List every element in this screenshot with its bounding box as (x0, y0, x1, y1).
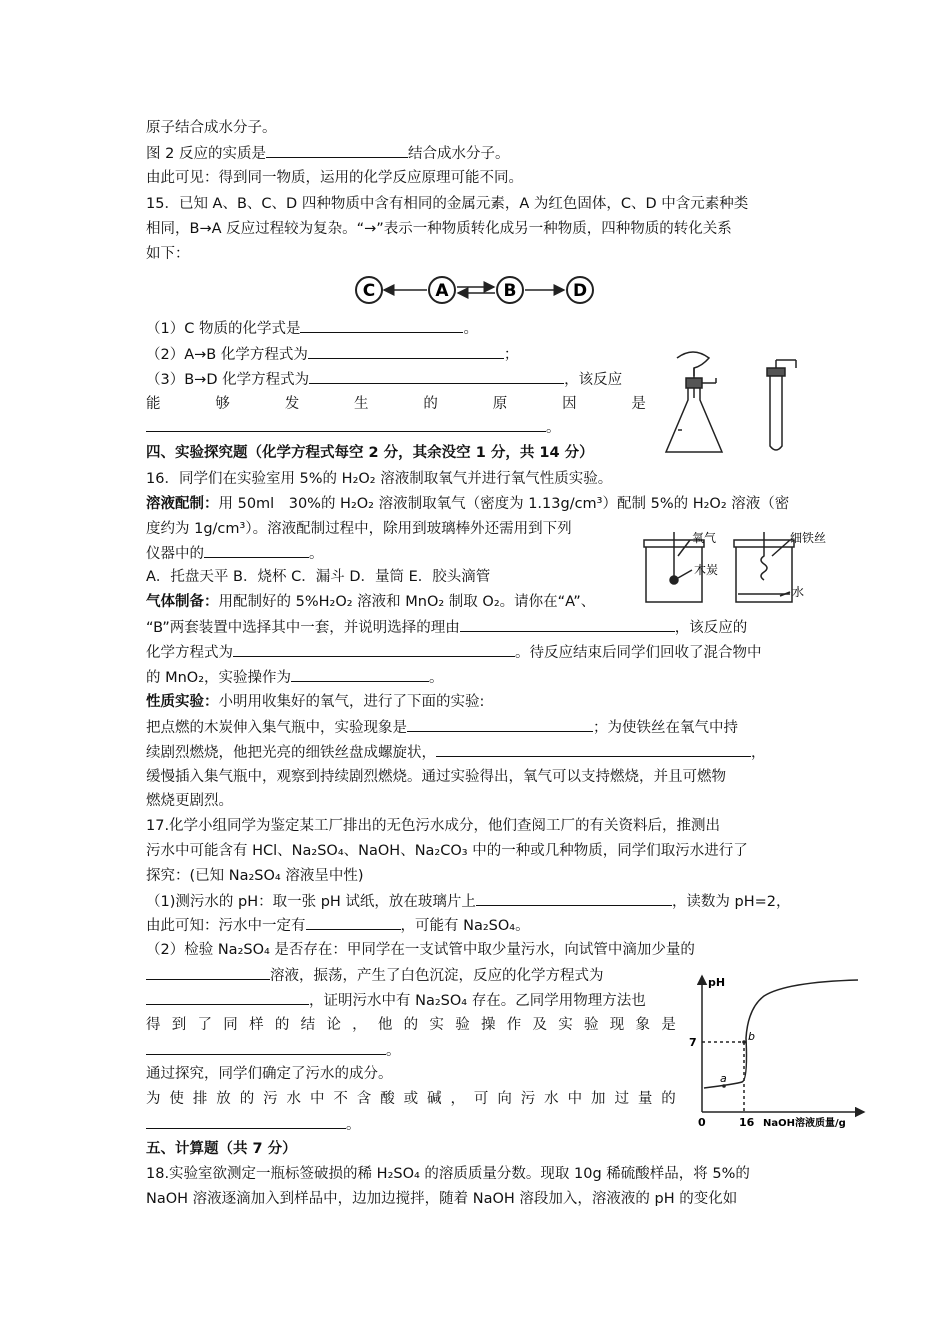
point-a-label: a (720, 1072, 727, 1085)
text-line: （3）B→D 化学方程式为 ，该反应 (146, 369, 622, 390)
answer-blank[interactable] (146, 1114, 346, 1129)
node-a-label: A (435, 281, 449, 301)
text-line: 。 (146, 1114, 361, 1135)
text-line: 燃烧更剧烈。 (146, 793, 233, 809)
text-line: 把点燃的木炭伸入集气瓶中，实验现象是 ；为使铁丝在氧气中持 (146, 717, 738, 738)
text-line: 。 (146, 417, 561, 438)
answer-blank[interactable] (291, 667, 429, 682)
node-b-label: B (503, 281, 517, 301)
text-line: 由此可知：污水中一定有 ，可能有 Na₂SO₄。 (146, 915, 530, 936)
label-water: 水 (792, 585, 805, 599)
answer-blank[interactable] (306, 915, 401, 930)
question-17: 17.化学小组同学为鉴定某工厂排出的无色污水成分，他们查阅工厂的有关资料后，推测出 (146, 818, 721, 834)
x-tick-0: 0 (698, 1116, 706, 1129)
point-b-label: b (748, 1030, 755, 1043)
text-line-justified: 为 使 排 放 的 污 水 中 不 含 酸 或 碱 ， 可 向 污 水 中 加 过 量 的 (146, 1091, 676, 1107)
text-line: 气体制备：用配制好的 5%H₂O₂ 溶液和 MnO₂ 制取 O₂。请你在“A”、 (146, 594, 596, 610)
text-line: （1）C 物质的化学式是 。 (146, 318, 478, 339)
text-line: 污水中可能含有 HCl、Na₂SO₄、NaOH、Na₂CO₃ 中的一种或几种物质，同学们取污水进行了 (146, 843, 748, 859)
y-axis-label: pH (708, 976, 726, 989)
text-line: 通过探究，同学们确定了污水的成分。 (146, 1066, 393, 1082)
answer-blank[interactable] (436, 742, 751, 757)
ph-graph (686, 968, 872, 1130)
text-line-justified: 得 到 了 同 样 的 结 论 ， 他 的 实 验 操 作 及 实 验 现 象 是 (146, 1017, 676, 1033)
y-tick-7: 7 (689, 1036, 697, 1049)
x-tick-16: 16 (739, 1116, 755, 1129)
text-line: 溶液，振荡，产生了白色沉淀，反应的化学方程式为 (146, 965, 604, 986)
question-15: 15．已知 A、B、C、D 四种物质中含有相同的金属元素，A 为红色固体，C、D 中含元素种类 (146, 196, 749, 212)
text-line: 的 MnO₂，实验操作为 。 (146, 667, 444, 688)
text-line: 原子结合成水分子。 (146, 120, 277, 136)
text-line: 由此可见：得到同一物质，运用的化学反应原理可能不同。 (146, 170, 523, 186)
options-line: A．托盘天平 B．烧杯 C．漏斗 D．量筒 E．胶头滴管 (146, 569, 491, 585)
text-line: （1)测污水的 pH：取一张 pH 试纸，放在玻璃片上 ，读数为 pH=2， (146, 891, 791, 912)
question-16: 16．同学们在实验室用 5%的 H₂O₂ 溶液制取氧气并进行氧气性质实验。 (146, 471, 613, 487)
answer-blank[interactable] (460, 617, 675, 632)
test-tube-icon (770, 372, 782, 450)
label-iron-wire: 细铁丝 (790, 531, 827, 545)
answer-blank[interactable] (146, 417, 546, 432)
text-line: 度约为 1g/cm³）。溶液配制过程中，除用到玻璃棒外还需用到下列 (146, 521, 572, 537)
answer-blank[interactable] (300, 318, 463, 333)
answer-blank[interactable] (308, 344, 504, 359)
text-line: 探究：(已知 Na₂SO₄ 溶液呈中性) (146, 868, 364, 884)
question-18: 18.实验室欲测定一瓶标签破损的稀 H₂SO₄ 的溶质质量分数。现取 10g 稀硫酸样品，将 5%的 (146, 1166, 750, 1182)
gas-jar-figure (640, 526, 830, 610)
funnel-icon (677, 352, 709, 376)
text-line: （2）A→B 化学方程式为 ； (146, 344, 518, 365)
text-line: “B”两套装置中选择其中一套，并说明选择的理由 ，该反应的 (146, 617, 747, 638)
answer-blank[interactable] (146, 1040, 386, 1055)
section-heading-4: 四、实验探究题（化学方程式每空 2 分，其余没空 1 分，共 14 分） (146, 445, 594, 461)
text-line: 。 (146, 1040, 401, 1061)
text-line: 续剧烈燃烧，他把光亮的细铁丝盘成螺旋状， ， (146, 742, 766, 763)
answer-blank[interactable] (146, 965, 270, 980)
x-axis-label: NaOH溶液质量/g (763, 1118, 846, 1129)
text-line: 缓慢插入集气瓶中，观察到持续剧烈燃烧。通过实验得出，氧气可以支持燃烧，并且可燃物 (146, 769, 726, 785)
text-line: NaOH 溶液逐滴加入到样品中，边加边搅拌，随着 NaOH 溶段加入，溶液液的 pH 的变化如 (146, 1191, 738, 1207)
ph-curve (704, 980, 858, 1088)
answer-blank[interactable] (204, 543, 309, 558)
conversion-diagram (350, 270, 600, 310)
point-b (742, 1040, 746, 1044)
text-line: （2）检验 Na₂SO₄ 是否存在：甲同学在一支试管中取少量污水，向试管中滴加少量的 (146, 942, 695, 958)
text-line: 图 2 反应的实质是 结合成水分子。 (146, 143, 509, 164)
text-line: 溶液配制：用 50ml 30%的 H₂O₂ 溶液制取氧气（密度为 1.13g/cm³）配制 5%的 H₂O₂ 溶液（密 (146, 496, 790, 512)
answer-blank[interactable] (407, 717, 593, 732)
text-line: 性质实验：小明用收集好的氧气，进行了下面的实验: (146, 694, 485, 710)
text-line: 仪器中的 。 (146, 543, 324, 564)
node-d-label: D (572, 281, 588, 301)
node-c-label: C (362, 281, 376, 301)
answer-blank[interactable] (476, 891, 672, 906)
answer-blank[interactable] (233, 642, 515, 657)
text-line: 相同，B→A 反应过程较为复杂。“→”表示一种物质转化成另一种物质，四种物质的转化关系 (146, 221, 732, 237)
section-heading-5: 五、计算题（共 7 分） (146, 1141, 297, 1157)
text-line: 化学方程式为 。待反应结束后同学们回收了混合物中 (146, 642, 762, 663)
answer-blank[interactable] (309, 369, 564, 384)
text-line: 如下： (146, 246, 190, 262)
text-line-justified: 能 够 发 生 的 原 因 是 (146, 396, 646, 412)
answer-blank[interactable] (146, 990, 309, 1005)
label-oxygen: 氧气 (692, 531, 717, 545)
label-charcoal: 木炭 (694, 563, 719, 577)
answer-blank[interactable] (266, 143, 408, 158)
apparatus-figure (660, 348, 810, 460)
text-line: ，证明污水中有 Na₂SO₄ 存在。乙同学用物理方法也 (146, 990, 646, 1011)
